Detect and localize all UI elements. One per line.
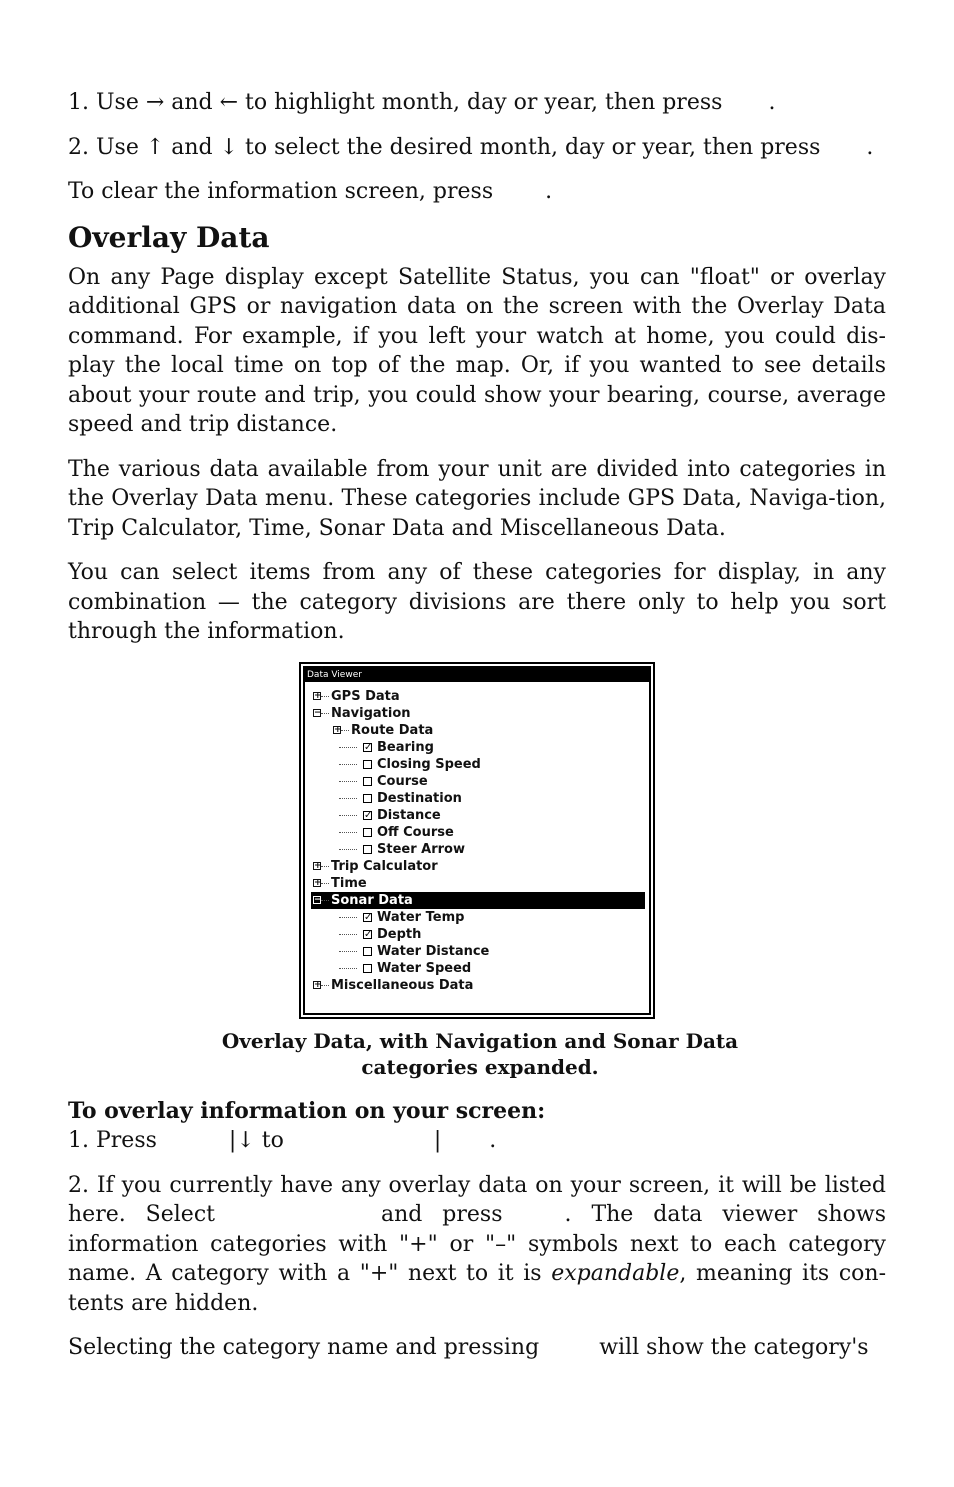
closing-line	[68, 1333, 886, 1363]
collapse-icon[interactable]: −	[314, 708, 322, 718]
expand-icon[interactable]: +	[334, 725, 342, 735]
clear-text: To clear the information screen, press	[68, 179, 494, 204]
data-viewer-frame	[303, 666, 651, 1015]
unchecked-box-icon[interactable]	[363, 828, 372, 837]
tree-connector	[339, 934, 357, 935]
expand-icon[interactable]: +	[314, 878, 322, 888]
procedure-title: To overlay information on your screen:	[68, 1098, 546, 1124]
tree-label: Route Data	[351, 723, 434, 738]
procedure-step-2	[68, 1171, 886, 1319]
tree-row-time[interactable]	[311, 875, 645, 892]
tree-label: Water Distance	[377, 944, 490, 959]
tree-row-depth[interactable]	[311, 926, 645, 943]
tree-row-bearing[interactable]	[311, 739, 645, 756]
tree-label: Steer Arrow	[377, 842, 465, 857]
tree-row-off-course[interactable]	[311, 824, 645, 841]
clear-instruction	[68, 177, 886, 207]
tree-label: Sonar Data	[331, 893, 413, 908]
proc-step-2-c: . The data viewer shows information categories with "+" or "–" symbols next to each category name. A category with a "+" next to it is	[68, 1202, 886, 1286]
tree-connector	[321, 883, 329, 884]
tree-row-distance[interactable]	[311, 807, 645, 824]
checked-box-icon[interactable]: ✓	[364, 742, 373, 753]
tree-connector	[321, 985, 329, 986]
step-2-end: .	[866, 134, 874, 160]
tree-connector	[341, 730, 349, 731]
tree-connector	[339, 951, 357, 952]
tree-row-destination[interactable]	[311, 790, 645, 807]
data-viewer-screenshot	[299, 662, 655, 1019]
checked-box-icon[interactable]: ✓	[364, 912, 373, 923]
step-1-text: 1. Use → and ← to highlight month, day or year, then press	[68, 90, 723, 115]
procedure-step-1	[68, 1126, 886, 1156]
closing-line-a: Selecting the category name and pressing	[68, 1335, 540, 1360]
tree-connector	[339, 747, 357, 748]
proc-step-2-em: expandable	[551, 1261, 680, 1286]
unchecked-box-icon[interactable]	[363, 794, 372, 803]
tree-row-course[interactable]	[311, 773, 645, 790]
tree-label: Trip Calculator	[331, 859, 438, 874]
paragraph-3: You can select items from any of these categories for display, in any combination — the category divisions are there only to help you sort through the information.	[68, 560, 886, 644]
tree-label: Miscellaneous Data	[331, 978, 474, 993]
paragraph-1: On any Page display except Satellite Status, you can "float" or overlay additional GPS or navigation data on the screen with the Overlay Data command. For example, if you left your watch at home, you could dis-play the local time on top of the map. Or, if you wanted to see details about your route and trip, you could show your bearing, course, average speed and trip distance.	[68, 264, 886, 437]
proc-step-2-a: 2. If you currently have any overlay data on your screen, it will be listed here. Select	[68, 1172, 886, 1227]
section-title: Overlay Data	[68, 220, 270, 254]
tree-row-water-distance[interactable]	[311, 943, 645, 960]
tree-connector	[339, 849, 357, 850]
tree-connector	[339, 798, 357, 799]
caption-line-2: categories expanded.	[361, 1055, 599, 1079]
proc-step-2-d: , meaning its con-tents are hidden.	[68, 1261, 887, 1316]
tree-row-closing-speed[interactable]	[311, 756, 645, 773]
tree-row-water-speed[interactable]	[311, 960, 645, 977]
proc-step-1-c: |	[433, 1128, 442, 1153]
tree-label: Depth	[377, 927, 422, 942]
step-2	[68, 133, 886, 163]
collapse-icon[interactable]: −	[314, 895, 322, 905]
checked-box-icon[interactable]: ✓	[364, 810, 373, 821]
tree-row-route-data[interactable]	[311, 722, 645, 739]
checked-box-icon[interactable]: ✓	[364, 929, 373, 940]
unchecked-box-icon[interactable]	[363, 964, 372, 973]
tree-row-navigation[interactable]	[311, 705, 645, 722]
tree-row-gps-data[interactable]	[311, 688, 645, 705]
step-2-text: 2. Use ↑ and ↓ to select the desired month, day or year, then press	[68, 134, 821, 160]
tree-connector	[339, 781, 357, 782]
figure-caption	[100, 1028, 860, 1080]
tree-label: Distance	[377, 808, 441, 823]
tree-connector	[321, 713, 329, 714]
closing-line-b: will show the category's	[599, 1335, 869, 1360]
expand-icon[interactable]: +	[314, 861, 322, 871]
tree-label: Course	[377, 774, 428, 789]
tree-row-trip-calculator[interactable]	[311, 858, 645, 875]
procedure-section	[68, 1096, 886, 1363]
data-viewer-tree	[311, 688, 645, 994]
unchecked-box-icon[interactable]	[363, 845, 372, 854]
tree-row-steer-arrow[interactable]	[311, 841, 645, 858]
tree-connector	[321, 866, 329, 867]
tree-row-water-temp[interactable]	[311, 909, 645, 926]
page-body	[68, 88, 886, 647]
paragraph-2: The various data available from your unit are divided into categories in the Overlay Data menu. These categories include GPS Data, Naviga-tion, Trip Calculator, Time, Sonar Data and Miscellaneous Data.	[68, 456, 886, 541]
step-1-end: .	[768, 90, 776, 115]
expand-icon[interactable]: +	[314, 980, 322, 990]
clear-end: .	[545, 179, 553, 204]
caption-line-1: Overlay Data, with Navigation and Sonar Data	[221, 1029, 739, 1053]
expand-icon[interactable]: +	[314, 691, 322, 701]
tree-row-sonar-data[interactable]	[311, 892, 645, 909]
tree-connector	[339, 764, 357, 765]
tree-connector	[339, 832, 357, 833]
data-viewer-title: Data Viewer	[305, 668, 649, 682]
proc-step-1-a: 1. Press	[68, 1128, 157, 1153]
tree-connector	[321, 900, 329, 901]
tree-label: Water Speed	[377, 961, 472, 976]
tree-connector	[339, 815, 357, 816]
tree-label: GPS Data	[331, 689, 400, 704]
unchecked-box-icon[interactable]	[363, 777, 372, 786]
tree-label: Off Course	[377, 825, 454, 840]
tree-label: Time	[331, 876, 367, 891]
proc-step-1-d: .	[489, 1128, 497, 1153]
tree-label: Destination	[377, 791, 462, 806]
tree-row-miscellaneous-data[interactable]	[311, 977, 645, 994]
proc-step-2-b: and press	[380, 1202, 503, 1227]
tree-label: Navigation	[331, 706, 411, 721]
proc-step-1-b: |↓ to	[228, 1128, 284, 1153]
tree-label: Bearing	[377, 740, 434, 755]
tree-connector	[339, 968, 357, 969]
tree-connector	[321, 696, 329, 697]
unchecked-box-icon[interactable]	[363, 760, 372, 769]
step-1	[68, 88, 886, 118]
tree-label: Closing Speed	[377, 757, 481, 772]
tree-connector	[339, 917, 357, 918]
unchecked-box-icon[interactable]	[363, 947, 372, 956]
tree-label: Water Temp	[377, 910, 465, 925]
